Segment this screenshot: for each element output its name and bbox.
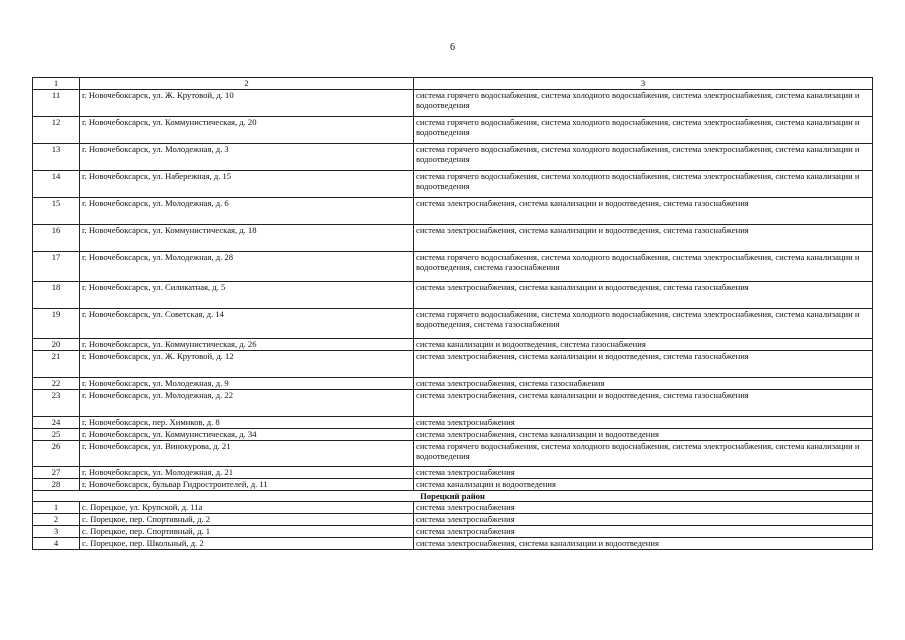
table-row xyxy=(33,224,873,251)
table-row xyxy=(33,502,873,514)
row-systems: система горячего водоснабжения, система холодного водоснабжения, система электроснабжения, система канализации и водоотведения, система газоснабжения xyxy=(414,308,873,338)
row-address: г. Новочебоксарск, ул. Коммунистическая, д. 26 xyxy=(80,338,414,350)
row-systems: система электроснабжения xyxy=(414,526,873,538)
row-address: г. Новочебоксарск, ул. Молодежная, д. 3 xyxy=(80,143,414,170)
row-address: г. Новочебоксарск, ул. Коммунистическая, д. 34 xyxy=(80,428,414,440)
header-col-2: 2 xyxy=(80,78,414,90)
row-number: 15 xyxy=(33,197,80,224)
row-address: с. Порецкое, пер. Спортивный, д. 1 xyxy=(80,526,414,538)
row-address: г. Новочебоксарск, ул. Коммунистическая, д. 18 xyxy=(80,224,414,251)
row-address: г. Новочебоксарск, ул. Молодежная, д. 22 xyxy=(80,389,414,416)
row-address: г. Новочебоксарск, ул. Молодежная, д. 21 xyxy=(80,466,414,478)
row-number: 21 xyxy=(33,350,80,377)
row-number: 23 xyxy=(33,389,80,416)
row-systems: система горячего водоснабжения, система холодного водоснабжения, система электроснабжения, система канализации и водоотведения xyxy=(414,116,873,143)
table-row xyxy=(33,428,873,440)
table-header-row xyxy=(33,78,873,90)
table-row xyxy=(33,416,873,428)
table-row xyxy=(33,350,873,377)
table-row xyxy=(33,170,873,197)
row-systems: система канализации и водоотведения xyxy=(414,478,873,490)
row-address: г. Новочебоксарск, ул. Силикатная, д. 5 xyxy=(80,281,414,308)
row-systems: система электроснабжения xyxy=(414,514,873,526)
row-number: 19 xyxy=(33,308,80,338)
header-col-3: 3 xyxy=(414,78,873,90)
table-row xyxy=(33,143,873,170)
row-number: 24 xyxy=(33,416,80,428)
table-row xyxy=(33,466,873,478)
row-number: 25 xyxy=(33,428,80,440)
buildings-table xyxy=(32,77,873,550)
table-row xyxy=(33,526,873,538)
table-row xyxy=(33,440,873,466)
row-address: г. Новочебоксарск, ул. Набережная, д. 15 xyxy=(80,170,414,197)
row-address: г. Новочебоксарск, ул. Молодежная, д. 9 xyxy=(80,377,414,389)
row-number: 4 xyxy=(33,538,80,550)
row-systems: система электроснабжения xyxy=(414,502,873,514)
section-row xyxy=(33,490,873,502)
table-row xyxy=(33,338,873,350)
row-address: г. Новочебоксарск, бульвар Гидростроителей, д. 11 xyxy=(80,478,414,490)
row-systems: система электроснабжения xyxy=(414,416,873,428)
row-address: с. Порецкое, пер. Школьный, д. 2 xyxy=(80,538,414,550)
row-number: 22 xyxy=(33,377,80,389)
row-number: 13 xyxy=(33,143,80,170)
table-body xyxy=(33,78,873,550)
row-number: 14 xyxy=(33,170,80,197)
table-row xyxy=(33,478,873,490)
row-address: с. Порецкое, ул. Крупской, д. 11а xyxy=(80,502,414,514)
table-row xyxy=(33,116,873,143)
row-number: 17 xyxy=(33,251,80,281)
row-systems: система горячего водоснабжения, система холодного водоснабжения, система электроснабжения, система канализации и водоотведения xyxy=(414,89,873,116)
row-systems: система электроснабжения, система газоснабжения xyxy=(414,377,873,389)
row-number: 16 xyxy=(33,224,80,251)
table-row xyxy=(33,308,873,338)
row-systems: система горячего водоснабжения, система холодного водоснабжения, система электроснабжения, система канализации и водоотведения xyxy=(414,440,873,466)
row-systems: система электроснабжения, система канализации и водоотведения, система газоснабжения xyxy=(414,389,873,416)
row-address: г. Новочебоксарск, пер. Химиков, д. 8 xyxy=(80,416,414,428)
row-number: 11 xyxy=(33,89,80,116)
row-address: г. Новочебоксарск, ул. Молодежная, д. 28 xyxy=(80,251,414,281)
row-address: г. Новочебоксарск, ул. Советская, д. 14 xyxy=(80,308,414,338)
row-address: г. Новочебоксарск, ул. Молодежная, д. 6 xyxy=(80,197,414,224)
table-row xyxy=(33,251,873,281)
row-number: 18 xyxy=(33,281,80,308)
row-number: 26 xyxy=(33,440,80,466)
table-row xyxy=(33,514,873,526)
row-number: 2 xyxy=(33,514,80,526)
row-systems: система горячего водоснабжения, система холодного водоснабжения, система электроснабжения, система канализации и водоотведения, система газоснабжения xyxy=(414,251,873,281)
row-systems: система электроснабжения, система канализации и водоотведения, система газоснабжения xyxy=(414,224,873,251)
row-number: 12 xyxy=(33,116,80,143)
row-address: г. Новочебоксарск, ул. Коммунистическая, д. 20 xyxy=(80,116,414,143)
table-row xyxy=(33,389,873,416)
row-address: г. Новочебоксарск, ул. Ж. Крутовой, д. 10 xyxy=(80,89,414,116)
row-number: 28 xyxy=(33,478,80,490)
row-systems: система электроснабжения xyxy=(414,466,873,478)
page-number: 6 xyxy=(450,42,455,53)
row-systems: система электроснабжения, система канализации и водоотведения xyxy=(414,428,873,440)
row-address: с. Порецкое, пер. Спортивный, д. 2 xyxy=(80,514,414,526)
row-address: г. Новочебоксарск, ул. Ж. Крутовой, д. 12 xyxy=(80,350,414,377)
row-number: 20 xyxy=(33,338,80,350)
row-address: г. Новочебоксарск, ул. Винокурова, д. 21 xyxy=(80,440,414,466)
row-systems: система электроснабжения, система канализации и водоотведения, система газоснабжения xyxy=(414,350,873,377)
row-systems: система электроснабжения, система канализации и водоотведения, система газоснабжения xyxy=(414,281,873,308)
table-row xyxy=(33,377,873,389)
row-number: 1 xyxy=(33,502,80,514)
row-systems: система электроснабжения, система канализации и водоотведения xyxy=(414,538,873,550)
row-systems: система горячего водоснабжения, система холодного водоснабжения, система электроснабжения, система канализации и водоотведения xyxy=(414,143,873,170)
row-systems: система горячего водоснабжения, система холодного водоснабжения, система электроснабжения, система канализации и водоотведения xyxy=(414,170,873,197)
row-number: 27 xyxy=(33,466,80,478)
row-systems: система электроснабжения, система канализации и водоотведения, система газоснабжения xyxy=(414,197,873,224)
header-col-1: 1 xyxy=(33,78,80,90)
table-row xyxy=(33,197,873,224)
row-number: 3 xyxy=(33,526,80,538)
table-row xyxy=(33,89,873,116)
row-systems: система канализации и водоотведения, система газоснабжения xyxy=(414,338,873,350)
table-row xyxy=(33,538,873,550)
table-row xyxy=(33,281,873,308)
section-title: Порецкий район xyxy=(33,490,873,502)
